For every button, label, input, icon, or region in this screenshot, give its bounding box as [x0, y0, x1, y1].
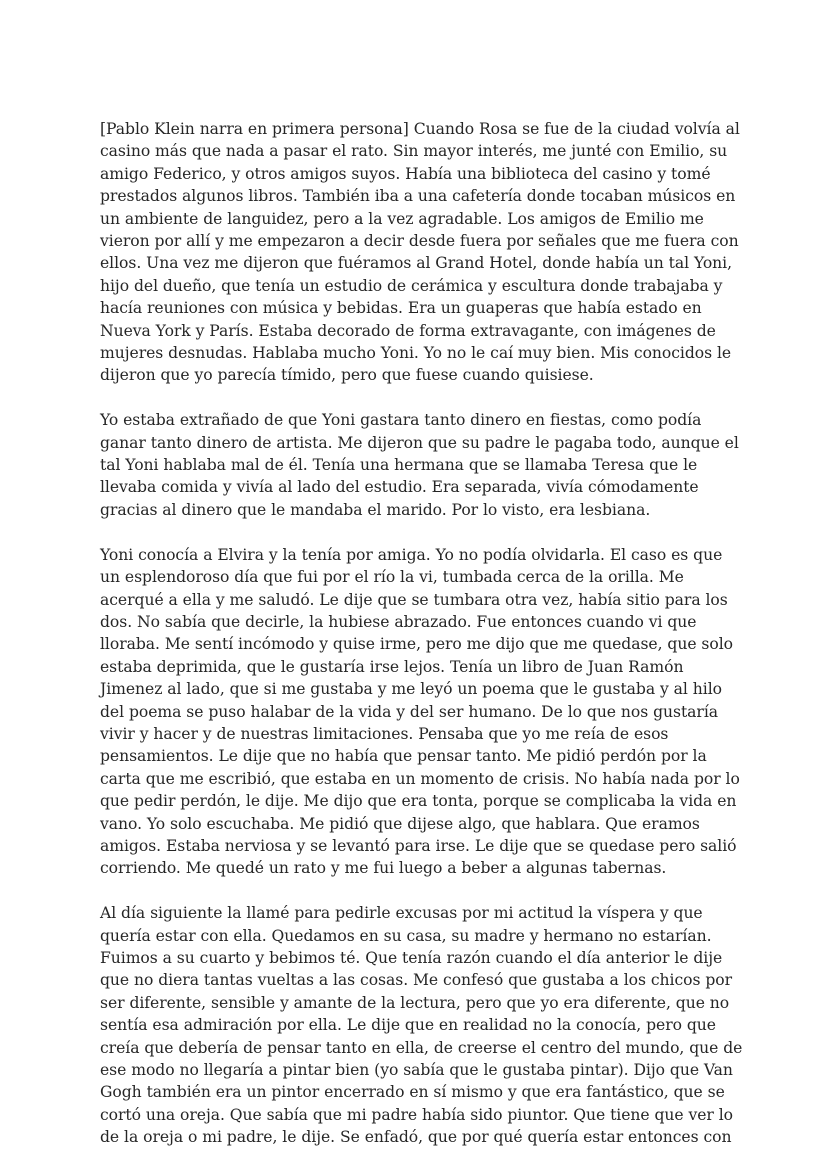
text-line: amigo Federico, y otros amigos suyos. Había una biblioteca del casino y tomé	[100, 164, 711, 183]
text-line: sentía esa admiración por ella. Le dije que en realidad no la conocía, pero que	[100, 1016, 716, 1035]
text-line: hacía reuniones con música y bebidas. Era un guaperas que había estado en	[100, 299, 702, 318]
text-line: del poema se puso halabar de la vida y del ser humano. De lo que nos gustaría	[100, 702, 719, 721]
text-line: dijeron que yo parecía tímido, pero que fuese cuando quisiese.	[100, 366, 594, 385]
text-line: tal Yoni hablaba mal de él. Tenía una hermana que se llamaba Teresa que le	[100, 456, 698, 475]
text-line: carta que me escribió, que estaba en un momento de crisis. No había nada por lo	[100, 769, 740, 788]
text-line: que no diera tantas vueltas a las cosas. Me confesó que gustaba a los chicos por	[100, 971, 733, 990]
text-line: hijo del dueño, que tenía un estudio de cerámica y escultura donde trabajaba y	[100, 276, 723, 295]
text-line: pensamientos. Le dije que no había que pensar tanto. Me pidió perdón por la	[100, 747, 707, 766]
text-line: vano. Yo solo escuchaba. Me pidió que dijese algo, que hablara. Que eramos	[100, 814, 700, 833]
text-line: casino más que nada a pasar el rato. Sin mayor interés, me junté con Emilio, su	[100, 142, 728, 161]
text-line: llevaba comida y vivía al lado del estudio. Era separada, vivía cómodamente	[100, 478, 699, 497]
text-line: vivir y hacer y de nuestras limitaciones. Pensaba que yo me reía de esos	[100, 724, 669, 743]
text-line: Yo estaba extrañado de que Yoni gastara tanto dinero en fiestas, como podía	[100, 411, 702, 430]
text-line: de la oreja o mi padre, le dije. Se enfadó, que por qué quería estar entonces con	[100, 1128, 732, 1147]
text-line: amigos. Estaba nerviosa y se levantó para irse. Le dije que se quedase pero salió	[100, 836, 737, 855]
text-line: Gogh también era un pintor encerrado en sí mismo y que era fantástico, que se	[100, 1083, 725, 1102]
text-line: un ambiente de languidez, pero a la vez agradable. Los amigos de Emilio me	[100, 209, 704, 228]
text-line: [Pablo Klein narra en primera persona] Cuando Rosa se fue de la ciudad volvía al	[100, 120, 740, 138]
text-line: Yoni conocía a Elvira y la tenía por amiga. Yo no podía olvidarla. El caso es que	[100, 545, 723, 564]
text-line: dos. No sabía que decirle, la hubiese abrazado. Fue entonces cuando vi que	[100, 612, 697, 631]
text-line: mujeres desnudas. Hablaba mucho Yoni. Yo no le caí muy bien. Mis conocidos le	[100, 344, 732, 363]
text-line: Nueva York y París. Estaba decorado de forma extravagante, con imágenes de	[100, 321, 716, 340]
text-line: ese modo no llegaría a pintar bien (yo sabía que le gustaba pintar). Dijo que Van	[100, 1061, 733, 1080]
text-line: gracias al dinero que le mandaba el marido. Por lo visto, era lesbiana.	[100, 500, 651, 519]
text-line: ganar tanto dinero de artista. Me dijeron que su padre le pagaba todo, aunque el	[100, 433, 739, 452]
paragraph	[100, 902, 743, 1148]
paragraph	[100, 118, 740, 387]
text-line: un esplendoroso día que fui por el río la vi, tumbada cerca de la orilla. Me	[100, 568, 684, 587]
text-line: estaba deprimida, que le gustaría irse lejos. Tenía un libro de Juan Ramón	[100, 657, 684, 676]
text-line: vieron por allí y me empezaron a decir desde fuera por señales que me fuera con	[100, 232, 739, 251]
text-line: ser diferente, sensible y amante de la lectura, pero que yo era diferente, que no	[100, 993, 730, 1012]
text-line: corriendo. Me quedé un rato y me fui luego a beber a algunas tabernas.	[100, 859, 667, 878]
body-text	[100, 118, 743, 1171]
text-line: Al día siguiente la llamé para pedirle excusas por mi actitud la víspera y que	[100, 904, 703, 923]
text-line: acerqué a ella y me saludó. Le dije que se tumbara otra vez, había sitio para los	[100, 590, 728, 609]
text-line: ellos. Una vez me dijeron que fuéramos al Grand Hotel, donde había un tal Yoni,	[100, 254, 733, 273]
text-line: Fuimos a su cuarto y bebimos té. Que tenía razón cuando el día anterior le dije	[100, 948, 723, 967]
paragraph	[100, 544, 740, 880]
text-line: creía que debería de pensar tanto en ella, de creerse el centro del mundo, que de	[100, 1038, 743, 1057]
text-line: lloraba. Me sentí incómodo y quise irme, pero me dijo que me quedase, que solo	[100, 635, 734, 654]
paragraph	[100, 409, 740, 521]
text-line: Jimenez al lado, que si me gustaba y me leyó un poema que le gustaba y al hilo	[100, 680, 722, 699]
text-line: prestados algunos libros. También iba a una cafetería donde tocaban músicos en	[100, 187, 736, 206]
text-line: cortó una oreja. Que sabía que mi padre había sido piuntor. Que tiene que ver lo	[100, 1105, 734, 1124]
text-line: que pedir perdón, le dije. Me dijo que era tonta, porque se complicaba la vida en	[100, 792, 737, 811]
text-line: quería estar con ella. Quedamos en su casa, su madre y hermano no estarían.	[100, 926, 712, 945]
